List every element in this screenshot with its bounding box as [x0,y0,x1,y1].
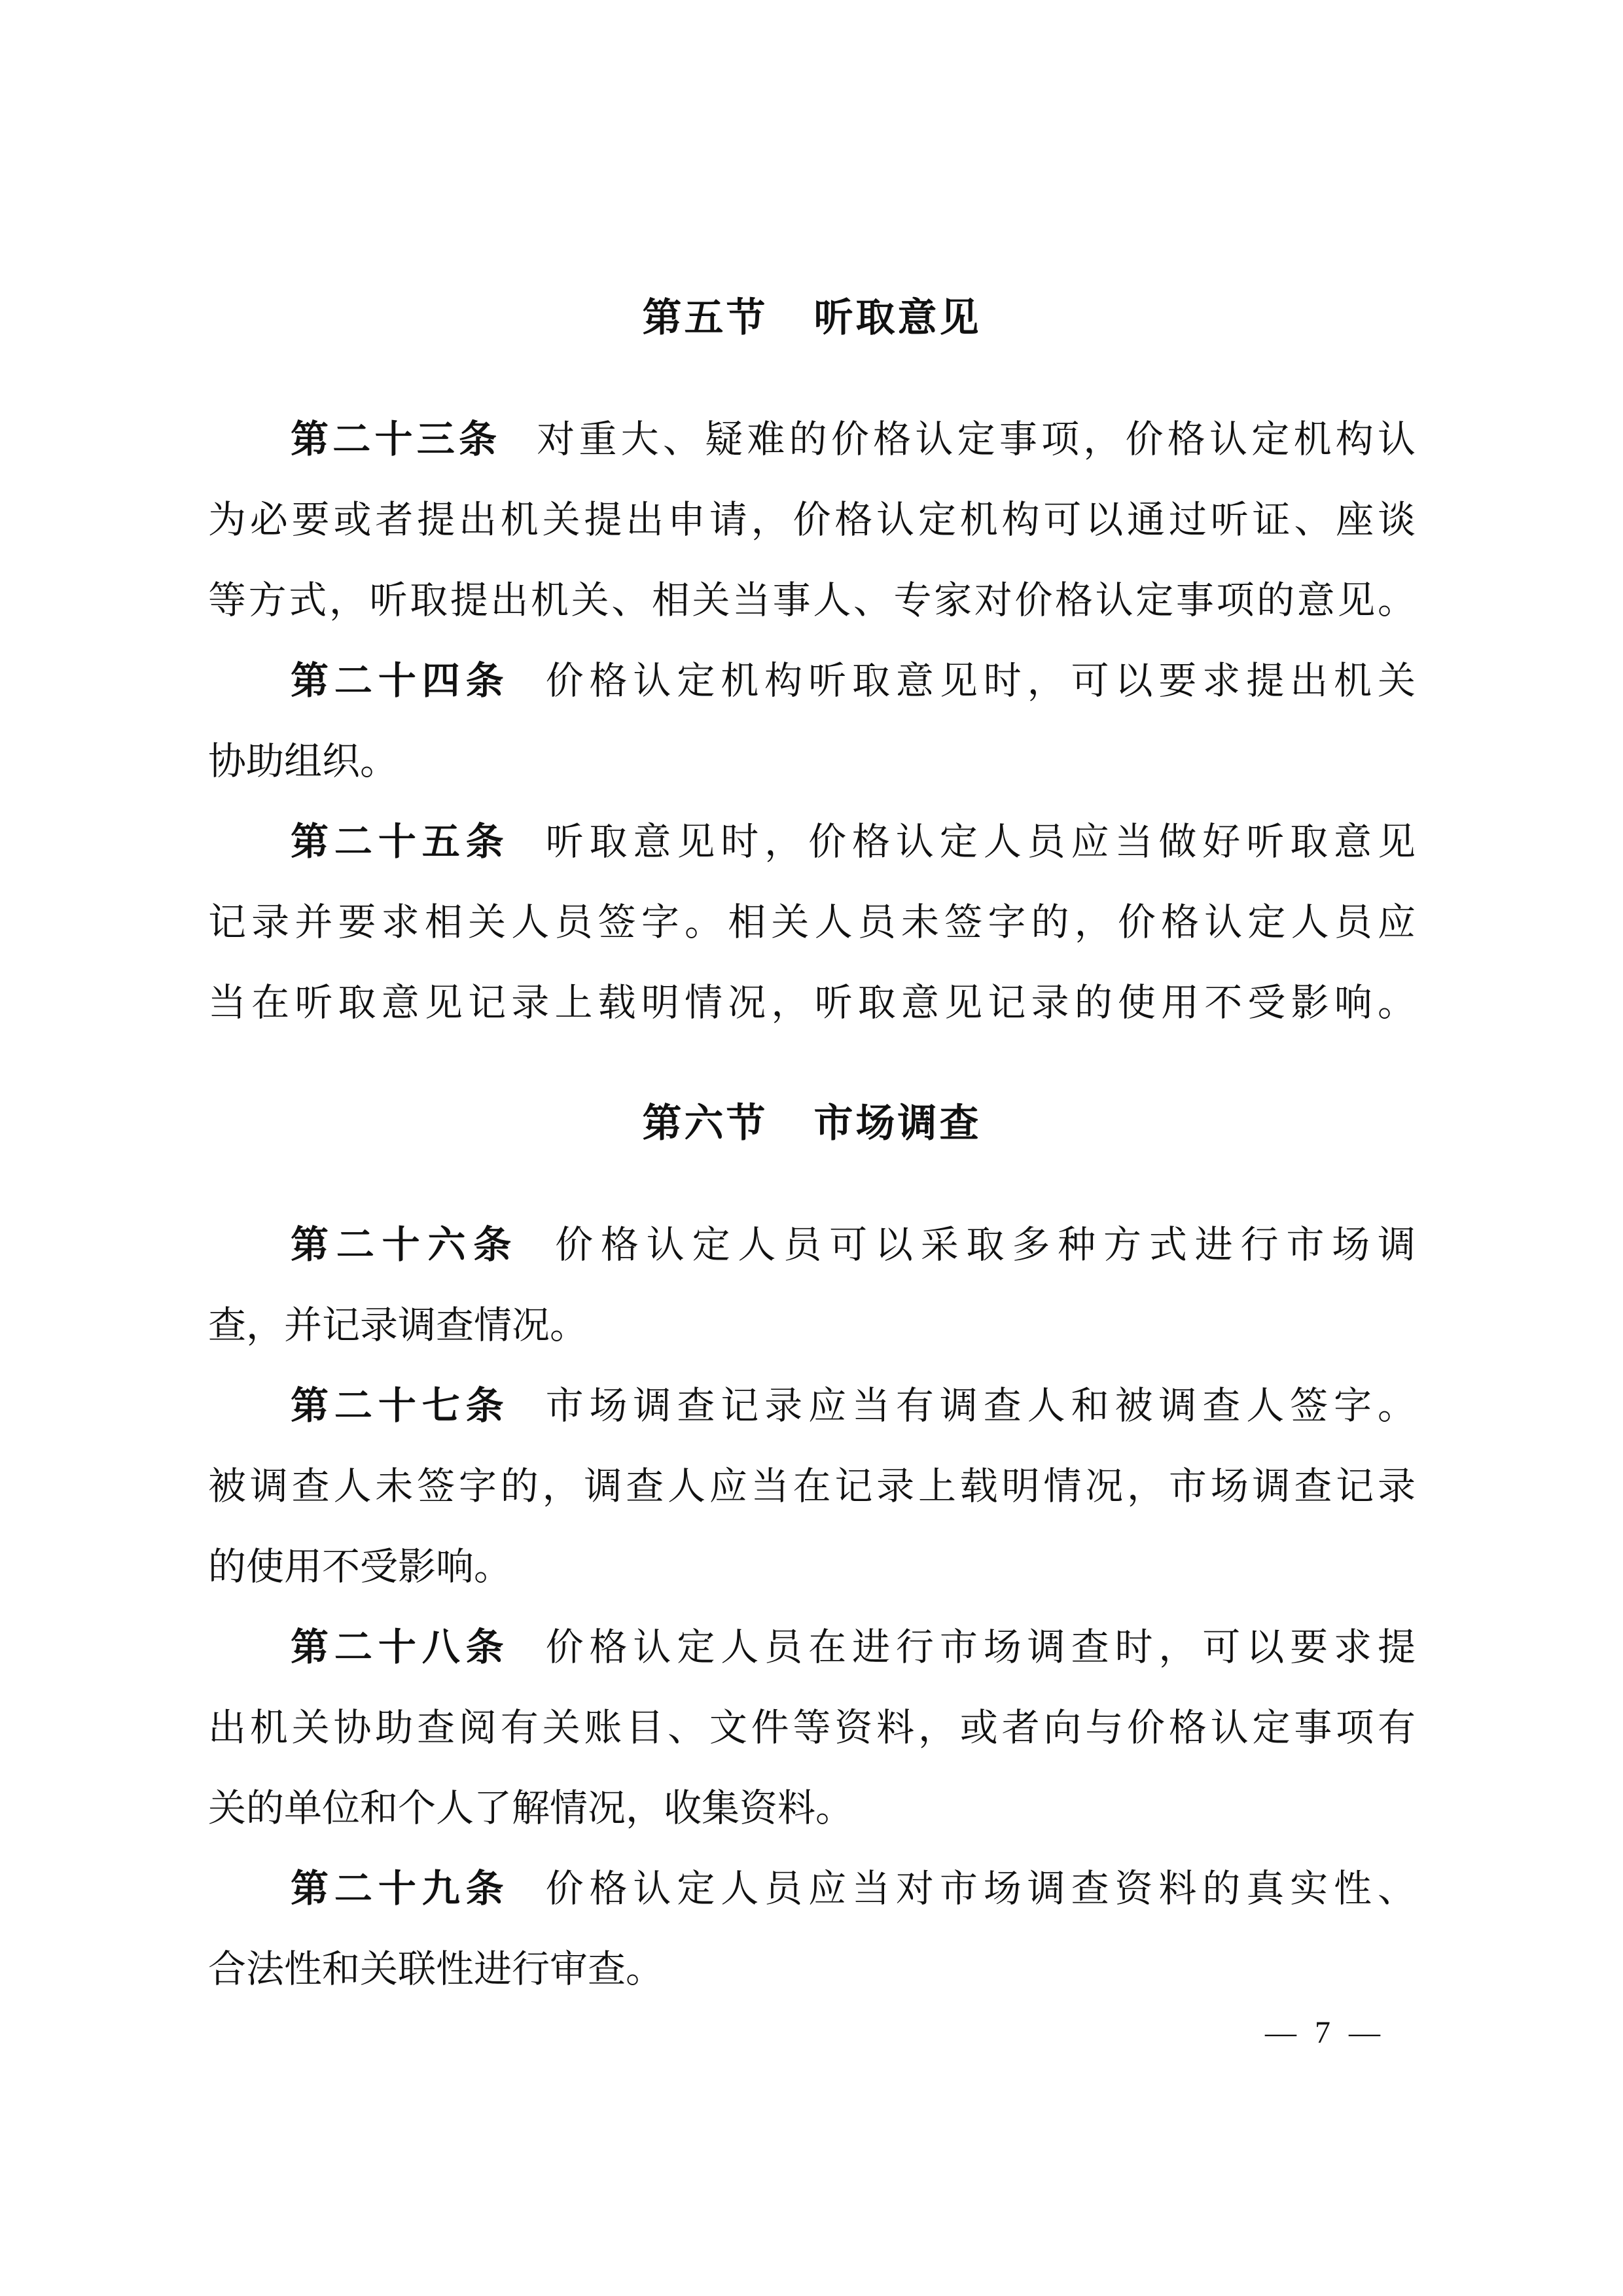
article-line [208,1366,1416,1446]
page-number: — 7 — [1265,2015,1385,2050]
article-line: 为必要或者提出机关提出申请，价格认定机构可以通过听证、座谈 [208,499,1416,541]
article-23 [208,399,1416,641]
document-content [208,278,1416,2009]
article-line: 关的单位和个人了解情况，收集资料。 [208,1787,854,1829]
article-text: 市场调查记录应当有调查人和被调查人签字。 [545,1385,1416,1427]
article-line: 等方式，听取提出机关、相关当事人、专家对价格认定事项的意见。 [208,579,1416,622]
article-line: 查，并记录调查情况。 [208,1304,588,1347]
article-line: 的使用不受影响。 [208,1545,512,1588]
article-line [208,399,1416,480]
section-heading-5 [208,278,1416,359]
article-text: 价格认定人员可以采取多种方式进行市场调 [555,1224,1416,1266]
article-line: 出机关协助查阅有关账目、文件等资料，或者向与价格认定事项有 [208,1706,1416,1749]
article-number: 第二十三条 [291,418,501,461]
article-26 [208,1205,1416,1366]
article-29 [208,1848,1416,2009]
article-text: 价格认定人员应当对市场调查资料的真实性、 [545,1867,1416,1910]
article-text: 对重大、疑难的价格认定事项，价格认定机构认 [537,418,1416,461]
article-27 [208,1366,1416,1607]
article-line [208,641,1416,721]
section-label: 第六节 [642,1102,768,1145]
article-28 [208,1607,1416,1848]
article-line: 合法性和关联性进行审查。 [208,1948,664,1990]
article-line: 被调查人未签字的，调查人应当在记录上载明情况，市场调查记录 [208,1465,1416,1508]
article-line: 协助组织。 [208,740,399,783]
article-number: 第二十九条 [291,1867,510,1910]
section-label: 第五节 [642,296,768,340]
article-number: 第二十七条 [291,1385,510,1427]
article-line: 记录并要求相关人员签字。相关人员未签字的，价格认定人员应 [208,901,1416,944]
article-text: 价格认定人员在进行市场调查时，可以要求提 [545,1626,1416,1669]
article-line [208,1848,1416,1929]
section-heading-6 [208,1084,1416,1164]
article-line [208,1205,1416,1285]
article-line [208,1607,1416,1687]
article-number: 第二十五条 [291,821,510,863]
article-line [208,802,1416,882]
article-number: 第二十四条 [291,660,510,702]
article-25 [208,802,1416,1043]
article-text: 价格认定机构听取意见时，可以要求提出机关 [545,660,1416,702]
article-24 [208,641,1416,802]
article-text: 听取意见时，价格认定人员应当做好听取意见 [545,821,1416,863]
section-title: 听取意见 [813,296,982,340]
article-number: 第二十八条 [291,1626,510,1669]
article-number: 第二十六条 [291,1224,520,1266]
section-title: 市场调查 [813,1102,982,1145]
article-line: 当在听取意见记录上载明情况，听取意见记录的使用不受影响。 [208,981,1416,1024]
